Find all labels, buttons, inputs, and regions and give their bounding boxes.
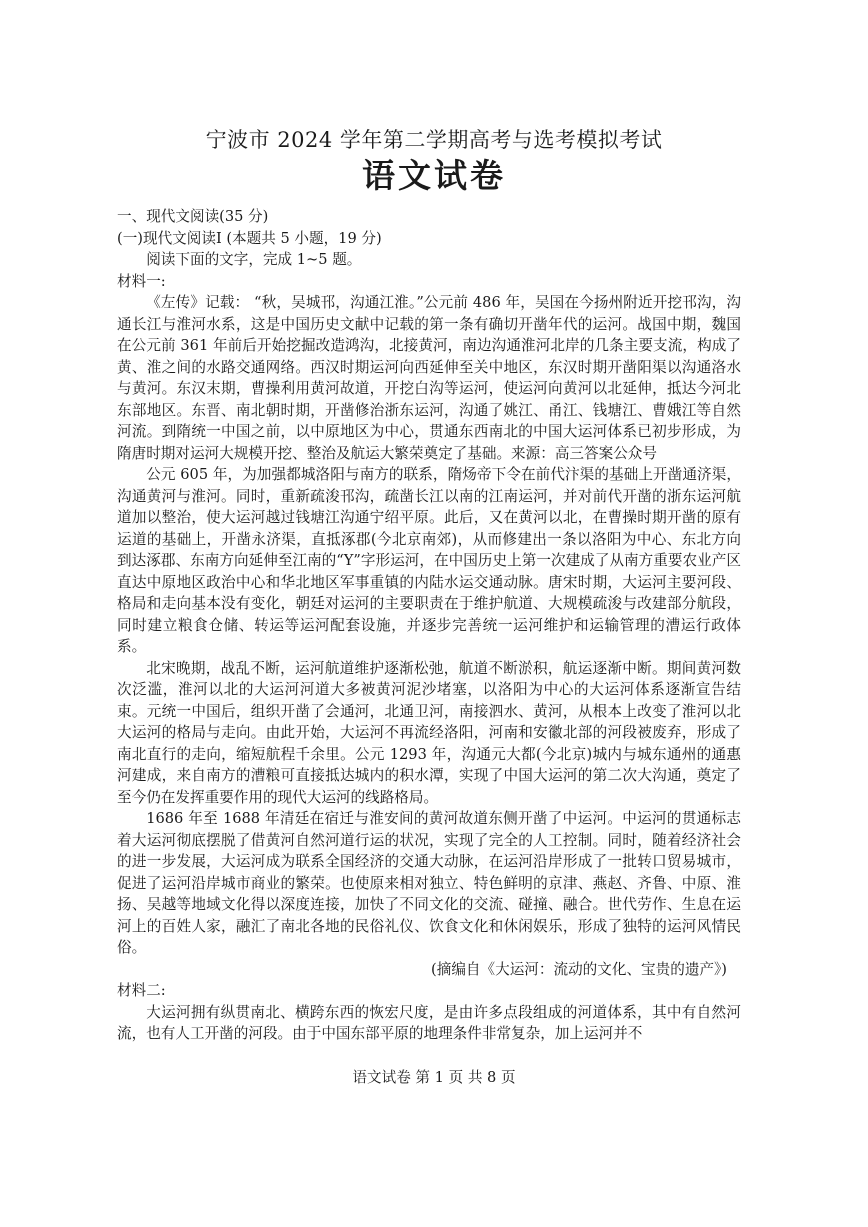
material-one-paragraph: 《左传》记载： “秋，吴城邗，沟通江淮。”公元前 486 年，吴国在今扬州附近开挖邗沟，沟通长江与淮河水系，这是中国历史文献中记载的第一条有确切开凿年代的运河。战国中期，魏国在公元前 361 年前后开始挖掘改造鸿沟，北接黄河，南边沟通淮河北岸的几条主要支流，构成了黄、淮之间的水路交通网络。西汉时期运河向西延伸至关中地区，东汉时期开凿阳渠以沟通洛水与黄河。东汉末期，曹操利用黄河故道，开挖白沟等运河，使运河向黄河以北延伸，抵达今河北东部地区。东晋、南北朝时期，开凿修治浙东运河，沟通了姚江、甬江、钱塘江、曹娥江等自然河流。到隋统一中国之前，以中原地区为中心，贯通东西南北的中国大运河体系已初步形成，为隋唐时期对运河大规模开挖、整治及航运大繁荣奠定了基础。来源：高三答案公众号 — [117, 294, 741, 462]
material-two-label: 材料二: — [117, 982, 166, 999]
material-two-paragraph: 大运河拥有纵贯南北、横跨东西的恢宏尺度，是由许多点段组成的河道体系，其中有自然河流，也有人工开凿的河段。由于中国东部平原的地理条件非常复杂，加上运河并不 — [117, 1003, 741, 1042]
exam-body — [117, 206, 741, 1045]
exam-title: 宁波市 2024 学年第二学期高考与选考模拟考试 — [205, 128, 663, 152]
exam-subject-title: 语文试卷 — [362, 156, 506, 195]
material-one-paragraph: 北宋晚期，战乱不断，运河航道维护逐渐松弛，航道不断淤积，航运逐渐中断。期间黄河数次泛滥，淮河以北的大运河河道大多被黄河泥沙堵塞，以洛阳为中心的大运河体系逐渐宣告结束。元统一中国后，组织开凿了会通河，北通卫河，南接泗水、黄河，从根本上改变了淮河以北大运河的格局与走向。由此开始，大运河不再流经洛阳，河南和安徽北部的河段被废弃，形成了南北直行的走向，缩短航程千余里。公元 1293 年，沟通元大都(今北京)城内与城东通州的通惠河建成，来自南方的漕粮可直接抵达城内的积水潭，实现了中国大运河的第二次大沟通，奠定了至今仍在发挥重要作用的现代大运河的线路格局。 — [117, 659, 741, 806]
section-subheading: (一)现代文阅读Ⅰ (本题共 5 小题，19 分) — [117, 229, 382, 247]
material-one-source: (摘编自《大运河：流动的文化、宝贵的遗产》) — [431, 960, 727, 978]
material-one-paragraph: 1686 年至 1688 年清廷在宿迁与淮安间的黄河故道东侧开凿了中运河。中运河的贯通标志着大运河彻底摆脱了借黄河自然河道行运的状况，实现了完全的人工控制。同时，随着经济社会的进一步发展，大运河成为联系全国经济的交通大动脉，在运河沿岸形成了一批转口贸易城市，促进了运河沿岸城市商业的繁荣。也使原来相对独立、特色鲜明的京津、燕赵、齐鲁、中原、淮扬、吴越等地域文化得以深度连接，加快了不同文化的交流、碰撞、融合。世代劳作、生息在运河上的百姓人家，融汇了南北各地的民俗礼仪、饮食文化和休闲娱乐，形成了独特的运河风情民俗。 — [117, 810, 741, 956]
material-one-label: 材料一: — [117, 272, 166, 290]
material-one-paragraph: 公元 605 年，为加强都城洛阳与南方的联系，隋炀帝下令在前代汴渠的基础上开凿通济渠，沟通黄河与淮河。同时，重新疏浚邗沟，疏凿长江以南的江南运河，并对前代开凿的浙东运河航道加以整治，使大运河越过钱塘江沟通宁绍平原。此后，又在黄河以北，在曹操时期开凿的原有运道的基础上，开凿永济渠，直抵涿郡(今北京南郊)，从而修建出一条以洛阳为中心、东北方向到达涿郡、东南方向延伸至江南的“Y”字形运河，在中国历史上第一次建成了从南方重要农业产区直达中原地区政治中心和华北地区军事重镇的内陆水运交通动脉。唐宋时期，大运河主要河段、格局和走向基本没有变化，朝廷对运河的主要职责在于维护航道、大规模疏浚与改建部分航段，同时建立粮食仓储、转运等运河配套设施，并逐步完善统一运河维护和运输管理的漕运行政体系。 — [117, 466, 741, 655]
reading-instruction: 阅读下面的文字，完成 1~5 题。 — [146, 251, 362, 268]
section-heading: 一、现代文阅读(35 分) — [117, 208, 269, 225]
page-footer: 语文试卷 第 1 页 共 8 页 — [352, 1069, 516, 1086]
